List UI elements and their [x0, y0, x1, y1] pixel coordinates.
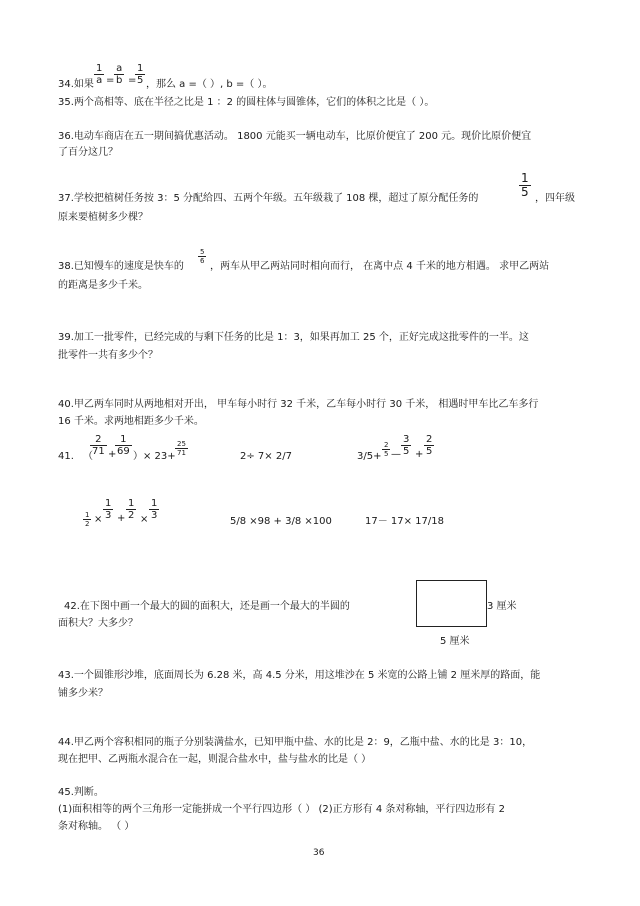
q34-equals-2: = [128, 75, 137, 86]
q38-fraction: $\frac{5}{6}$ [200, 248, 205, 265]
q37-fraction: $\frac{1}{5}$ [521, 171, 529, 199]
q41-e3-minus: — [391, 449, 401, 460]
q40-line2: 16 千米。求两地相距多少千米。 [58, 416, 204, 427]
q45-line1: (1)面积相等的两个三角形一定能拼成一个平行四边形（ ） (2)正方形有 4 条对称轴，平行四边形有 2 [58, 804, 505, 815]
q44-line2: 现在把甲、乙两瓶水混合在一起，则混合盐水中，盐与盐水的比是（ ） [58, 754, 372, 765]
q41-e3-prefix: 3/5+ [357, 451, 382, 462]
q44-line1: 44.甲乙两个容积相同的瓶子分别装满盐水，已知甲瓶中盐、水的比是 2：9，乙瓶中盐、水的比是 3：10， [58, 737, 533, 748]
row2-fraction-3: $\frac{1}{2}$ [128, 498, 135, 521]
row2-e3: 17－ 17× 17/18 [365, 516, 445, 527]
q36-line1: 36.电动车商店在五一期间搞优惠活动。 1800 元能买一辆电动车，比原价便宜了 200 元。现价比原价便宜 [58, 131, 532, 142]
q34-prefix: 34.如果 [58, 79, 94, 90]
q37-line2: 原来要植树多少棵？ [58, 212, 148, 223]
q42-bottom-label: 5 厘米 [440, 636, 470, 647]
q38-line2: 的距离是多少千米。 [58, 280, 148, 291]
q39-line1: 39.加工一批零件，已经完成的与剩下任务的比是 1：3，如果再加工 25 个，正好完成这批零件的一半。这 [58, 332, 529, 343]
row2-fraction-4: $\frac{1}{3}$ [151, 498, 158, 521]
q41-e3-plus: + [415, 449, 424, 460]
q36-line2: 了百分这几？ [58, 147, 118, 158]
q37-line1: 37.学校把植树任务按 3：5 分配给四、五两个年级。五年级栽了 108 棵，超过了原分配任务的 [58, 193, 479, 204]
q34-fraction-3: $\frac{1}{5}$ [137, 63, 144, 86]
q41-e1-fraction-2: $\frac{1}{69}$ [117, 434, 130, 457]
q34-fraction-1: $\frac{1}{a}$ [96, 63, 103, 86]
q45-line2: 条对称轴。 （ ） [58, 821, 135, 832]
q41-e1-rest: ）× 23+ [133, 451, 176, 462]
q40-line1: 40.甲乙两车同时从两地相对开出， 甲车每小时行 32 千米，乙车每小时行 30 千米， 相遇时甲车比乙车多行 [58, 399, 539, 410]
q42-rectangle-figure [416, 580, 487, 627]
q41-e3-fraction-2: $\frac{3}{5}$ [403, 434, 410, 457]
q41-e2: 2÷ 7× 2/7 [240, 451, 292, 462]
row2-times-1: × [94, 514, 103, 525]
q37-line1-end: ，四年级 [535, 193, 575, 204]
row2-fraction-1: $\frac{1}{2}$ [85, 511, 90, 528]
q41-label: 41. [58, 451, 74, 462]
q42-line1: 42.在下图中画一个最大的圆的面积大，还是画一个最大的半圆的 [64, 601, 350, 612]
row2-e2: 5/8 ×98 + 3/8 ×100 [230, 516, 332, 527]
q38-line1-a: 38.已知慢车的速度是快车的 [58, 261, 184, 272]
row2-fraction-2: $\frac{1}{3}$ [105, 498, 112, 521]
q43-line2: 铺多少米？ [58, 688, 108, 699]
q41-e3-fraction-1: $\frac{2}{5}$ [384, 441, 389, 458]
q41-e1-plus: + [108, 449, 117, 460]
q45-title: 45.判断。 [58, 787, 104, 798]
q43-line1: 43.一个圆锥形沙堆，底面周长为 6.28 米，高 4.5 分米，用这堆沙在 5 米宽的公路上铺 2 厘米厚的路面，能 [58, 670, 541, 681]
q34-equals-1: = [106, 75, 115, 86]
q42-line2: 面积大？大多少？ [58, 618, 138, 629]
q41-e1-fraction-1: $\frac{2}{71}$ [92, 434, 105, 457]
q41-e3-fraction-3: $\frac{2}{5}$ [426, 434, 433, 457]
q34-suffix: ，那么 a =（ ）, b =（ ）。 [146, 79, 273, 90]
q35-text: 35.两个高相等、底在半径之比是 1 ：2 的圆柱体与圆锥体，它们的体积之比是（ ）。 [58, 97, 435, 108]
page-number: 36 [313, 848, 325, 858]
q42-side-label: 3 厘米 [487, 601, 517, 612]
q34-fraction-2: $\frac{a}{b}$ [116, 63, 123, 86]
q39-line2: 批零件一共有多少个？ [58, 350, 158, 361]
q41-e1-fraction-3: $\frac{25}{71}$ [177, 440, 186, 457]
q38-line1-b: ，两车从甲乙两站同时相向而行， 在离中点 4 千米的地方相遇。 求甲乙两站 [210, 261, 550, 272]
row2-plus: + [117, 513, 126, 524]
row2-times-2: × [140, 514, 149, 525]
q41-e1-open-paren: （ [83, 451, 93, 462]
